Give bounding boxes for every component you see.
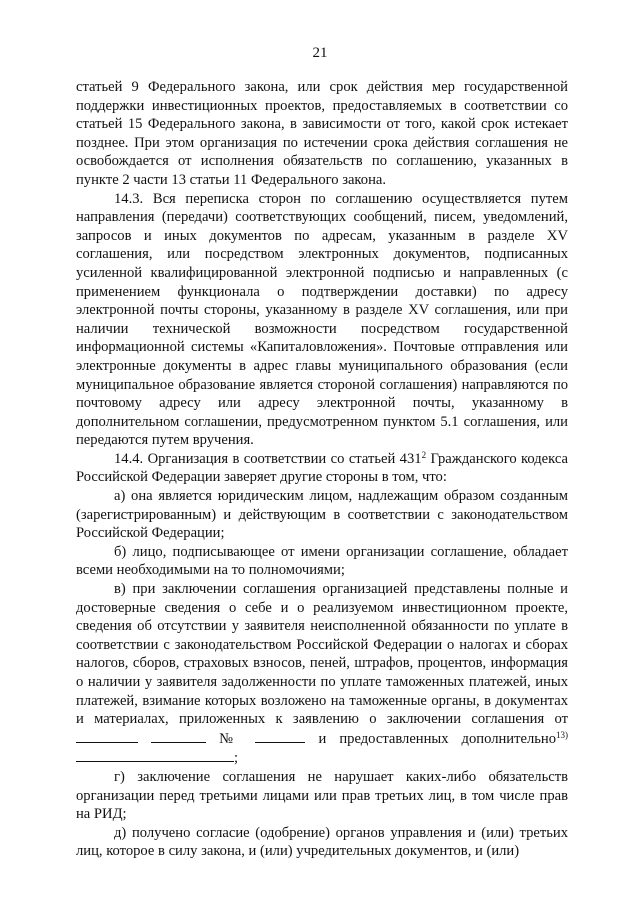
paragraph-term-continuation: статьей 9 Федерального закона, или срок действия мер государственной поддержки инвестиционных проектов, предоставляемых в соответствии со статьей 15 Федерального закона, в зависимости от того, какой срок истекает позднее. При этом организация по истечении срока действия соглашения не освобождается от исполнения обязательств по соглашению, указанных в пункте 2 части 13 статьи 11 Федерального закона.: [76, 79, 568, 188]
number-blank-field: [255, 729, 305, 743]
conjunction-and: и: [318, 730, 327, 747]
list-item-a: а) она является юридическим лицом, надлежащим образом созданным (зарегистрированным) и действующим в соответствии с законодательством Российской Федерации;: [76, 488, 568, 542]
footnote-superscript: 13): [556, 729, 569, 740]
paragraph-14-4-lead: 14.4. Организация в соответствии со статьей 431: [114, 450, 422, 467]
page-number: 21: [312, 45, 328, 61]
list-item-v-text: в) при заключении соглашения организацией представлены полные и достоверные сведения о себе и о реализуемом инвестиционном проекте, сведения об отсутствии у заявителя неисполненной обязанности по уплате в соответствии с законодательством Российской Федерации о налогах и сборах налогов, сборов, страховых взносов, пеней, штрафов, процентов, информация о наличии у заявителя задолженности по уплате таможенных платежей, иных платежей, взимание которых возложено на таможенные органы, в документах и материалах, приложенных к заявлению о заключении соглашения от: [76, 581, 568, 728]
list-item-g: г) заключение соглашения не нарушает каких-либо обязательств организации перед третьими лицами или прав третьих лиц, в том числе прав на РИД;: [76, 768, 568, 823]
paragraph-14-4-tail: Гражданского кодекса Российской Федерации заверяет другие стороны в том, что:: [76, 450, 568, 486]
document-body: [76, 78, 568, 861]
list-item-v-end: предоставленных дополнительно: [339, 730, 557, 747]
number-sign: №: [219, 730, 243, 747]
list-item-v-punct: ;: [234, 750, 239, 767]
additional-documents-blank-field: [76, 748, 234, 762]
article-superscript: 2: [421, 449, 427, 460]
paragraph-14-3: 14.3. Вся переписка сторон по соглашению осуществляется путем направления (передачи) соответствующих сообщений, писем, уведомлений, запросов и иных документов по адресам, указанным в разделе XV соглашения, или посредством электронных документов, подписанных усиленной квалифицированной электронной подписью и направленных (с применением функционала о подтверждении доставки) по адресу электронной почты стороны, указанному в разделе XV соглашения, или при наличии технической возможности посредством государственной информационной системы «Капиталовложения». Почтовые отправления или электронные документы в адрес главы муниципального образования (если муниципальное образование является стороной соглашения) направляются по почтовому адресу или адресу электронной почты, указанному в дополнительном соглашении, предусмотренном пунктом 5.1 соглашения, или передаются путем вручения.: [76, 190, 568, 449]
list-item-d: д) получено согласие (одобрение) органов управления и (или) третьих лиц, которое в силу закона, и (или) учредительных документов, и (или): [76, 824, 568, 860]
list-item-b: б) лицо, подписывающее от имени организации соглашение, обладает всеми необходимыми на то полномочиями;: [76, 543, 568, 579]
list-item-v: [76, 580, 568, 768]
date-blank-field-2: [151, 729, 206, 743]
date-blank-field: [76, 729, 138, 743]
paragraph-14-4: [76, 450, 568, 487]
